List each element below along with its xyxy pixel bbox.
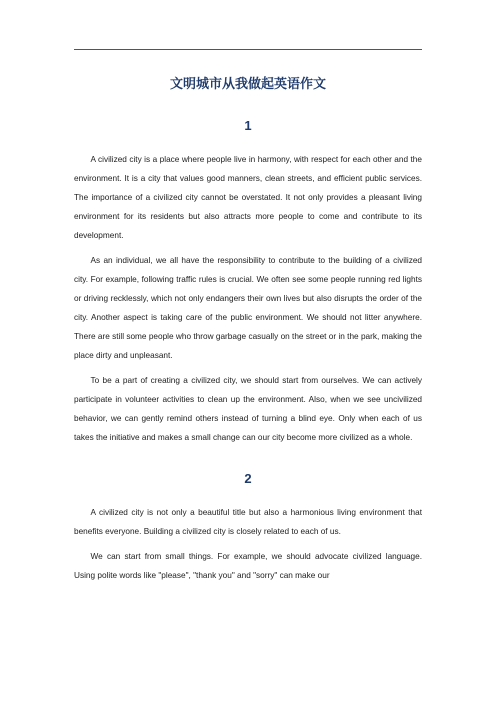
essay-section-2 [74,471,422,585]
paragraph: We can start from small things. For example, we should advocate civilized language. Using polite words like "please", "thank you" and "sorry" can make our [74,552,422,580]
paragraph: As an individual, we all have the responsibility to contribute to the building of a civilized city. For example, following traffic rules is crucial. We often see some people running red lights or driving recklessly, which not only endangers their own lives but also disrupts the order of the city. Another aspect is taking care of the public environment. We should not litter anywhere. There are still some people who throw garbage casually on the street or in the park, making the place dirty and unpleasant. [74,256,422,360]
section-number: 1 [244,118,252,133]
paragraph: A civilized city is a place where people live in harmony, with respect for each other and the environment. It is a city that values good manners, clean streets, and efficient public services. The importance of a civilized city cannot be overstated. It not only provides a pleasant living environment for its residents but also attracts more people to come and contribute to its development. [74,155,422,240]
document-body [74,76,422,591]
essay-section-1 [74,118,422,447]
section-number: 2 [244,471,252,486]
document-title: 文明城市从我做起英语作文 [169,77,326,92]
paragraph: To be a part of creating a civilized city, we should start from ourselves. We can actively participate in volunteer activities to clean up the environment. Also, when we see uncivilized behavior, we can gently remind others instead of turning a blind eye. Only when each of us takes the initiative and makes a small change can our city become more civilized as a whole. [74,376,422,442]
header-rule [74,49,422,50]
paragraph: A civilized city is not only a beautiful title but also a harmonious living environment that benefits everyone. Building a civilized city is closely related to each of us. [74,508,422,536]
